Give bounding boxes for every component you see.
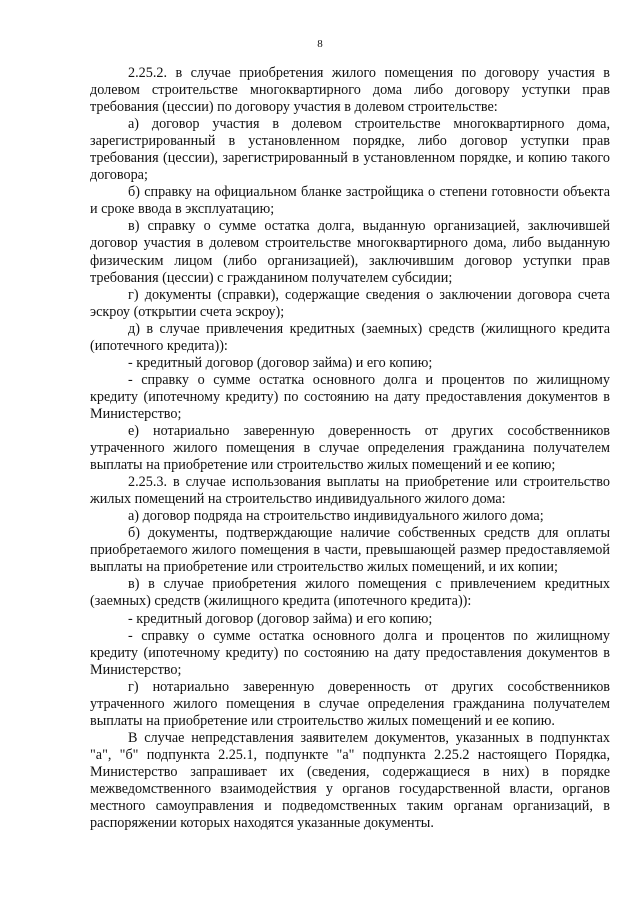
- paragraph-item-a: а) договор участия в долевом строительстве многоквартирного дома, зарегистрированный в установленном порядке, либо договор уступки прав требования (цессии), зарегистрированный в установленном порядке, и копию такого договора;: [90, 116, 610, 184]
- paragraph-item-g: г) документы (справки), содержащие сведения о заключении договора счета эскроу (открытии счета эскроу);: [90, 286, 610, 320]
- paragraph-2-25-2: 2.25.2. в случае приобретения жилого помещения по договору участия в долевом строительстве многоквартирного дома либо договору уступки прав требования (цессии) по договору участия в долевом строительстве:: [90, 65, 610, 116]
- paragraph-dash-debt-certificate-2: - справку о сумме остатка основного долга и процентов по жилищному кредиту (ипотечному кредиту) по состоянию на дату предоставления документов в Министерство;: [90, 627, 610, 678]
- paragraph-dash-credit-agreement-2: - кредитный договор (договор займа) и его копию;: [128, 610, 433, 627]
- paragraph-interagency-request: В случае непредставления заявителем документов, указанных в подпунктах "а", "б" подпункта 2.25.1, подпункте "а" подпункта 2.25.2 настоящего Порядка, Министерство запрашивает их (сведения, содержащиеся в них) в порядке межведомственного взаимодействия у органов государственной власти, органов местного самоуправления и подведомственных таким органам организаций, в распоряжении которых находятся указанные документы.: [90, 729, 610, 832]
- paragraph-item-b: б) справку на официальном бланке застройщика о степени готовности объекта и сроке ввода в эксплуатацию;: [90, 184, 610, 218]
- paragraph-item-d: д) в случае привлечения кредитных (заемных) средств (жилищного кредита (ипотечного кредита)):: [90, 320, 610, 354]
- paragraph-item-g-2: г) нотариально заверенную доверенность от других сособственников утраченного жилого помещения в случае определения гражданина получателем выплаты на приобретение или строительство жилых помещений и ее копию.: [90, 678, 610, 729]
- paragraph-dash-credit-agreement: - кредитный договор (договор займа) и его копию;: [128, 354, 433, 371]
- paragraph-item-v: в) справку о сумме остатка долга, выданную организацией, заключившей договор участия в долевом строительстве многоквартирного дома, либо выданную физическим лицом (либо организацией), заключившим договор уступки прав требования (цессии) с гражданином получателем субсидии;: [90, 218, 610, 286]
- paragraph-item-a-2: а) договор подряда на строительство индивидуального жилого дома;: [128, 508, 544, 525]
- paragraph-dash-debt-certificate: - справку о сумме остатка основного долга и процентов по жилищному кредиту (ипотечному кредиту) по состоянию на дату предоставления документов в Министерство;: [90, 371, 610, 422]
- page-number: 8: [317, 38, 323, 50]
- paragraph-item-v-2: в) в случае приобретения жилого помещения с привлечением кредитных (заемных) средств (жилищного кредита (ипотечного кредита)):: [90, 576, 610, 610]
- paragraph-2-25-3: 2.25.3. в случае использования выплаты на приобретение или строительство жилых помещений на строительство индивидуального жилого дома:: [90, 474, 610, 508]
- paragraph-item-b-2: б) документы, подтверждающие наличие собственных средств для оплаты приобретаемого жилого помещения в части, превышающей размер предоставляемой выплаты на приобретение или строительство жилых помещений, и их копии;: [90, 525, 610, 576]
- document-body: [90, 65, 610, 832]
- paragraph-item-e: е) нотариально заверенную доверенность от других сособственников утраченного жилого помещения в случае определения гражданина получателем выплаты на приобретение или строительство жилых помещений и ее копию;: [90, 422, 610, 474]
